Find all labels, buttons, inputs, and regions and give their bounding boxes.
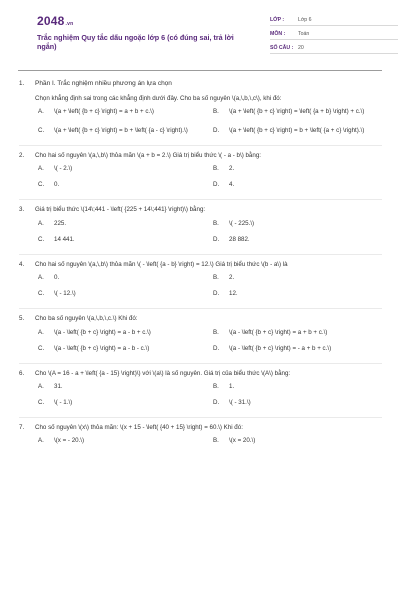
question-6 <box>19 370 381 417</box>
option-text: \(a - \left( {b + c} \right) = a - b - c.\) <box>54 344 150 352</box>
meta-label: LỚP : <box>270 16 285 23</box>
question-number: 2. <box>19 152 25 160</box>
option-text: 2. <box>229 274 235 282</box>
question-separator <box>19 308 382 309</box>
meta-row-question-count <box>270 40 398 54</box>
option-text: \(a - \left( {b + c} \right) = - a + b + c.\) <box>229 344 332 352</box>
question-5 <box>19 315 381 362</box>
question-head <box>19 80 381 89</box>
question-2 <box>19 152 381 199</box>
question-separator <box>19 363 382 364</box>
meta-value: Lớp 6 <box>298 16 312 23</box>
option-letter: A. <box>38 108 44 116</box>
option-a[interactable] <box>38 108 213 118</box>
option-d[interactable] <box>213 127 388 137</box>
question-list <box>19 80 381 455</box>
option-c[interactable] <box>38 127 213 137</box>
option-letter: B. <box>213 108 219 116</box>
header <box>18 0 382 64</box>
brand-logo[interactable] <box>37 13 73 29</box>
option-text: \( - 12.\) <box>54 290 76 298</box>
option-b[interactable] <box>213 165 388 175</box>
option-d[interactable] <box>213 181 388 191</box>
question-text: Cho \(A = 16 - a + \left( {a - 15} \right)\) với \(a\) là số nguyên. Giá trị của biểu thức \(A\) bằng: <box>35 369 291 377</box>
option-b[interactable] <box>213 220 388 230</box>
option-text: 12. <box>229 290 238 298</box>
option-text: \(a + \left( {b + c} \right) = \left( {a + b} \right) + c.\) <box>229 108 365 116</box>
option-text: 1. <box>229 382 235 390</box>
option-text: 2. <box>229 165 235 173</box>
question-7 <box>19 424 381 455</box>
question-text: Cho hai số nguyên \(a,\,b\) thỏa mãn \( - \left( {a - b} \right) = 12.\) Giá trị biểu thức \(b - a\) là <box>35 260 288 268</box>
option-letter: C. <box>38 181 45 189</box>
option-text: 0. <box>54 274 60 282</box>
option-text: 0. <box>54 181 60 189</box>
meta-row-subject <box>270 26 398 40</box>
question-text: Chọn khẳng định sai trong các khẳng định dưới đây. Cho ba số nguyên \(a,\,b,\,c\), khi đó: <box>35 94 282 102</box>
options <box>38 108 381 137</box>
option-b[interactable] <box>213 329 388 339</box>
question-separator <box>19 417 382 418</box>
logo-text: 2048 <box>37 14 65 28</box>
option-d[interactable] <box>213 290 388 300</box>
option-b[interactable] <box>213 108 388 118</box>
option-text: \(a + \left( {b + c} \right) = b + \left( {a + c} \right).\) <box>229 127 365 135</box>
option-d[interactable] <box>213 345 388 355</box>
option-text: \(a + \left( {b + c} \right) = a + b + c.\) <box>54 108 154 116</box>
option-text: \( - 225.\) <box>229 219 255 227</box>
question-text: Cho ba số nguyên \(a,\,b,\,c.\) Khi đó: <box>35 315 138 323</box>
option-a[interactable] <box>38 165 213 175</box>
option-text: \(x = - 20.\) <box>54 437 85 445</box>
question-number: 5. <box>19 315 25 323</box>
option-c[interactable] <box>38 399 213 409</box>
logo-suffix: .vn <box>65 21 74 27</box>
question-separator <box>19 254 382 255</box>
option-letter: B. <box>213 165 219 173</box>
question-number: 1. <box>19 80 25 87</box>
options <box>38 437 381 447</box>
option-text: 31. <box>54 382 63 390</box>
options <box>38 165 381 191</box>
question-head <box>19 206 381 214</box>
question-text: Cho hai số nguyên \(a,\,b\) thỏa mãn \(a + b = 2.\) Giá trị biểu thức \( - a - b\) bằng: <box>35 152 261 160</box>
option-d[interactable] <box>213 399 388 409</box>
option-text: \( - 31.\) <box>229 398 251 406</box>
option-letter: C. <box>38 235 45 243</box>
meta-value: 20 <box>298 44 304 51</box>
option-letter: C. <box>38 290 45 298</box>
option-letter: A. <box>38 437 44 445</box>
option-text: \( - 1.\) <box>54 398 73 406</box>
question-number: 7. <box>19 423 25 431</box>
option-letter: D. <box>213 344 220 352</box>
option-letter: D. <box>213 127 220 135</box>
option-letter: B. <box>213 382 219 390</box>
option-a[interactable] <box>38 274 213 284</box>
option-letter: D. <box>213 235 220 243</box>
option-letter: A. <box>38 274 44 282</box>
option-b[interactable] <box>213 437 388 447</box>
question-head <box>19 424 381 432</box>
option-letter: B. <box>213 437 219 445</box>
header-divider <box>18 70 382 71</box>
option-text: \(a - \left( {b + c} \right) = a - b + c.\) <box>54 328 151 336</box>
question-3 <box>19 206 381 253</box>
option-letter: B. <box>213 328 219 336</box>
options <box>38 220 381 246</box>
question-text: Cho số nguyên \(x\) thỏa mãn: \(x + 15 - \left( {40 + 15} \right) = 60.\) Khi đó: <box>35 423 243 431</box>
meta-label: MÔN : <box>270 30 286 37</box>
question-separator <box>19 145 382 146</box>
question-head <box>19 152 381 160</box>
option-letter: C. <box>38 127 45 135</box>
question-head <box>19 315 381 323</box>
option-c[interactable] <box>38 345 213 355</box>
option-d[interactable] <box>213 236 388 246</box>
option-text: \(a - \left( {b + c} \right) = a + b + c.\) <box>229 328 328 336</box>
option-letter: C. <box>38 398 45 406</box>
section-title: Phần I. Trắc nghiệm nhiều phương án lựa chọn <box>35 80 172 87</box>
option-b[interactable] <box>213 383 388 393</box>
option-text: \(a + \left( {b + c} \right) = b + \left( {a - c} \right).\) <box>54 127 188 135</box>
option-c[interactable] <box>38 290 213 300</box>
option-a[interactable] <box>38 437 213 447</box>
question-head <box>19 261 381 269</box>
question-text: Giá trị biểu thức \(14\;441 - \left( {225 + 14\;441} \right)\) bằng: <box>35 206 206 214</box>
option-a[interactable] <box>38 383 213 393</box>
question-4 <box>19 261 381 308</box>
question-number: 4. <box>19 260 25 268</box>
options <box>38 383 381 409</box>
option-text: \( - 2.\) <box>54 165 73 173</box>
option-text: \(x = 20.\) <box>229 437 256 445</box>
option-b[interactable] <box>213 274 388 284</box>
option-c[interactable] <box>38 181 213 191</box>
option-letter: C. <box>38 344 45 352</box>
options <box>38 329 381 355</box>
question-separator <box>19 199 382 200</box>
meta-label: SỐ CÂU : <box>270 44 294 51</box>
document-title: Trắc nghiệm Quy tắc dấu ngoặc lớp 6 (có đúng sai, trả lời ngắn) <box>37 33 234 52</box>
options <box>38 274 381 300</box>
option-text: 14 441. <box>54 235 75 243</box>
option-letter: B. <box>213 274 219 282</box>
question-head <box>19 370 381 378</box>
option-text: 4. <box>229 181 235 189</box>
option-letter: D. <box>213 290 220 298</box>
option-a[interactable] <box>38 329 213 339</box>
document-meta <box>270 12 398 54</box>
option-letter: A. <box>38 382 44 390</box>
option-letter: B. <box>213 219 219 227</box>
question-number: 6. <box>19 369 25 377</box>
option-letter: D. <box>213 181 220 189</box>
option-text: 225. <box>54 219 67 227</box>
meta-value: Toán <box>298 30 310 37</box>
option-letter: A. <box>38 165 44 173</box>
question-number: 3. <box>19 206 25 214</box>
option-letter: A. <box>38 219 44 227</box>
option-letter: A. <box>38 328 44 336</box>
option-text: 28 882. <box>229 235 250 243</box>
meta-row-class <box>270 12 398 26</box>
option-c[interactable] <box>38 236 213 246</box>
option-a[interactable] <box>38 220 213 230</box>
question-1 <box>19 80 381 145</box>
option-letter: D. <box>213 398 220 406</box>
